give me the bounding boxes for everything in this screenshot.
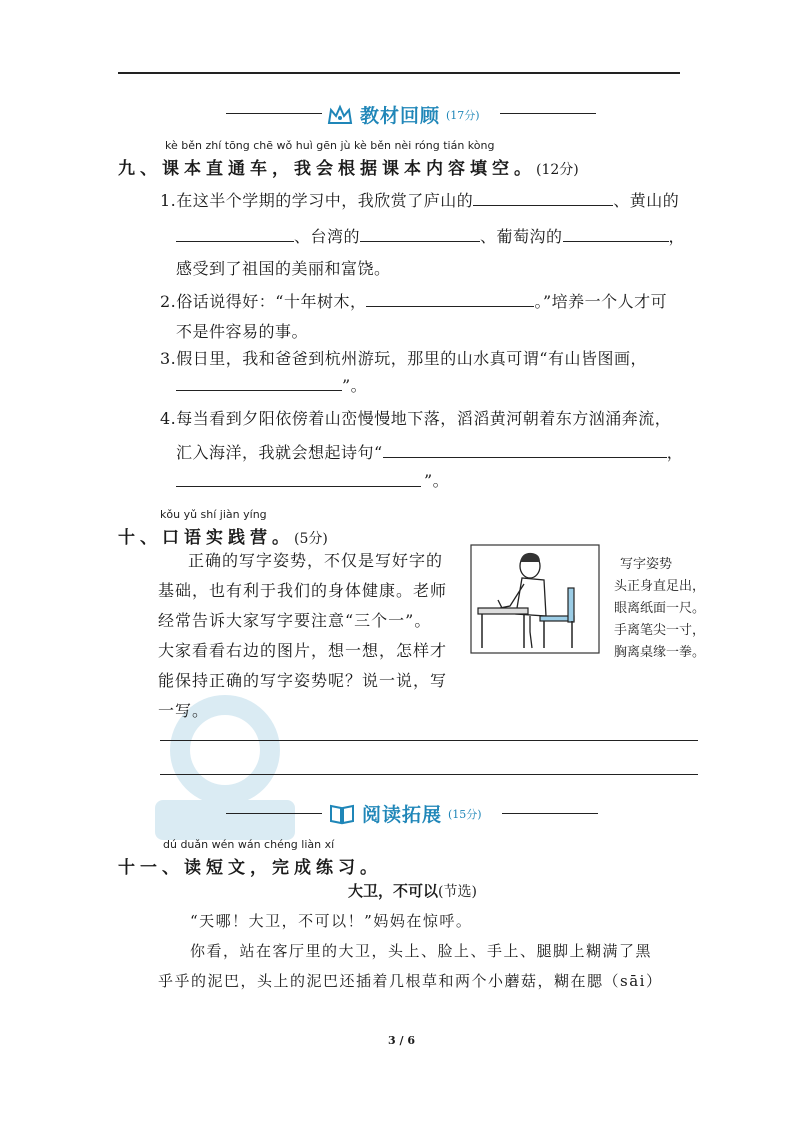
blank-poem-1[interactable]: [383, 441, 667, 458]
q9-item2-text-b: 。”培养一个人才可: [534, 292, 668, 311]
q9-item1-text-d: 、葡萄沟的: [480, 227, 563, 246]
q10-paragraph: [158, 546, 468, 726]
story-line-2: 你看，站在客厅里的大卫，头上、脸上、手上、腿脚上糊满了黑: [190, 942, 653, 960]
q9-heading: [118, 154, 579, 179]
q9-score: (12分): [536, 162, 579, 178]
top-rule: [118, 72, 680, 74]
q9-item2-text-a: 2.俗话说得好：“十年树木，: [160, 292, 367, 311]
q10-para-line-5: 能保持正确的写字姿势呢？说一说，写: [158, 671, 448, 690]
blank-taiwan[interactable]: [360, 225, 480, 242]
story-line-3: 乎乎的泥巴，头上的泥巴还插着几根草和两个小蘑菇，糊在腮（sāi）: [158, 972, 663, 990]
story-title: [348, 880, 477, 901]
q9-item4-line1: 4.每当看到夕阳依傍着山峦慢慢地下落，滔滔黄河朝着东方汹涌奔流，: [160, 409, 672, 428]
story-title-text: 大卫，不可以: [348, 882, 439, 900]
story-line-1: “天哪！大卫，不可以！”妈妈在惊呼。: [190, 912, 473, 930]
q10-para-line-3: 经常告诉大家写字要注意“三个一”。: [158, 611, 432, 630]
q10-para-line-4: 大家看看右边的图片，想一想，怎样才: [158, 641, 448, 660]
q9-item4-text-c: ，: [666, 443, 684, 462]
section-title-reading: 阅读拓展: [362, 804, 443, 826]
q10-heading-text: 十、口语实践营。: [118, 528, 294, 548]
q10-para-line-2: 基础，也有利于我们的身体健康。老师: [158, 581, 448, 600]
poem-line-1: 头正身直足出，: [614, 579, 706, 594]
section-title: 教材回顾: [360, 105, 441, 127]
q9-item1-line2: [176, 224, 685, 247]
q9-item4-text-b: 汇入海洋，我就会想起诗句“: [176, 443, 383, 462]
q11-pinyin: dú duǎn wén wán chéng liàn xí: [163, 838, 335, 851]
blank-huangshan[interactable]: [176, 225, 294, 242]
q9-item3-line1: 3.假日里，我和爸爸到杭州游玩，那里的山水真可谓“有山皆图画，: [160, 349, 647, 368]
poem-line-4: 胸离桌缘一拳。: [614, 645, 706, 660]
q9-item3-text-b: ”。: [342, 376, 368, 395]
q9-item4-line3: ”。: [424, 471, 450, 490]
banner2-right-line: [502, 813, 598, 814]
q10-para-line-6: 一写。: [158, 701, 210, 720]
book-icon: [328, 802, 356, 826]
posture-poem: [614, 554, 705, 664]
q9-item4-line2: [176, 440, 683, 463]
q9-item1-text-c: 、台湾的: [294, 227, 361, 246]
page-number: 3 / 6: [388, 1034, 415, 1047]
blank-putaogou[interactable]: [563, 225, 669, 242]
banner-left-line: [226, 113, 322, 114]
q9-pinyin: kè běn zhí tōng chē wǒ huì gēn jù kè běn nèi róng tián kòng: [165, 139, 495, 152]
q10-pinyin: kǒu yǔ shí jiàn yíng: [160, 508, 267, 521]
q9-item3-line2: [176, 373, 367, 396]
poem-line-2: 眼离纸面一尺。: [614, 601, 706, 616]
blank-lushan[interactable]: [473, 189, 613, 206]
q9-item1-line3: 感受到了祖国的美丽和富饶。: [176, 259, 391, 278]
q10-para-line-1: 正确的写字姿势，不仅是写好字的: [188, 551, 444, 570]
q11-heading: 十一、读短文，完成练习。: [118, 858, 382, 878]
story-title-sub: (节选): [438, 884, 477, 900]
q9-heading-text: 九、课本直通车，我会根据课本内容填空。: [118, 159, 536, 179]
answer-line-1[interactable]: [160, 740, 698, 741]
q9-item1-text-b: 、黄山的: [613, 191, 680, 210]
section-banner-reading: [328, 800, 482, 827]
banner2-left-line: [226, 813, 322, 814]
blank-proverb[interactable]: [366, 290, 534, 307]
banner-right-line: [500, 113, 596, 114]
section-score-reading: (15分): [448, 807, 482, 821]
blank-poem-2[interactable]: [176, 486, 421, 487]
q10-heading: [118, 523, 328, 548]
section-score: (17分): [446, 108, 480, 122]
q9-item1-line1: [160, 188, 679, 211]
q9-item1-text-a: 1.在这半个学期的学习中，我欣赏了庐山的: [160, 191, 474, 210]
writing-posture-illustration: [470, 544, 600, 654]
poem-line-3: 手离笔尖一寸，: [614, 623, 706, 638]
poem-title: 写字姿势: [620, 557, 673, 572]
blank-hangzhou[interactable]: [176, 374, 342, 391]
q10-score: (5分): [294, 531, 328, 547]
answer-line-2[interactable]: [160, 774, 698, 775]
crown-icon: [326, 103, 354, 127]
q9-item2-line1: [160, 289, 667, 312]
q9-item1-text-e: ，: [668, 227, 686, 246]
q9-item2-line2: 不是件容易的事。: [176, 322, 309, 341]
section-banner-review: [326, 101, 480, 128]
